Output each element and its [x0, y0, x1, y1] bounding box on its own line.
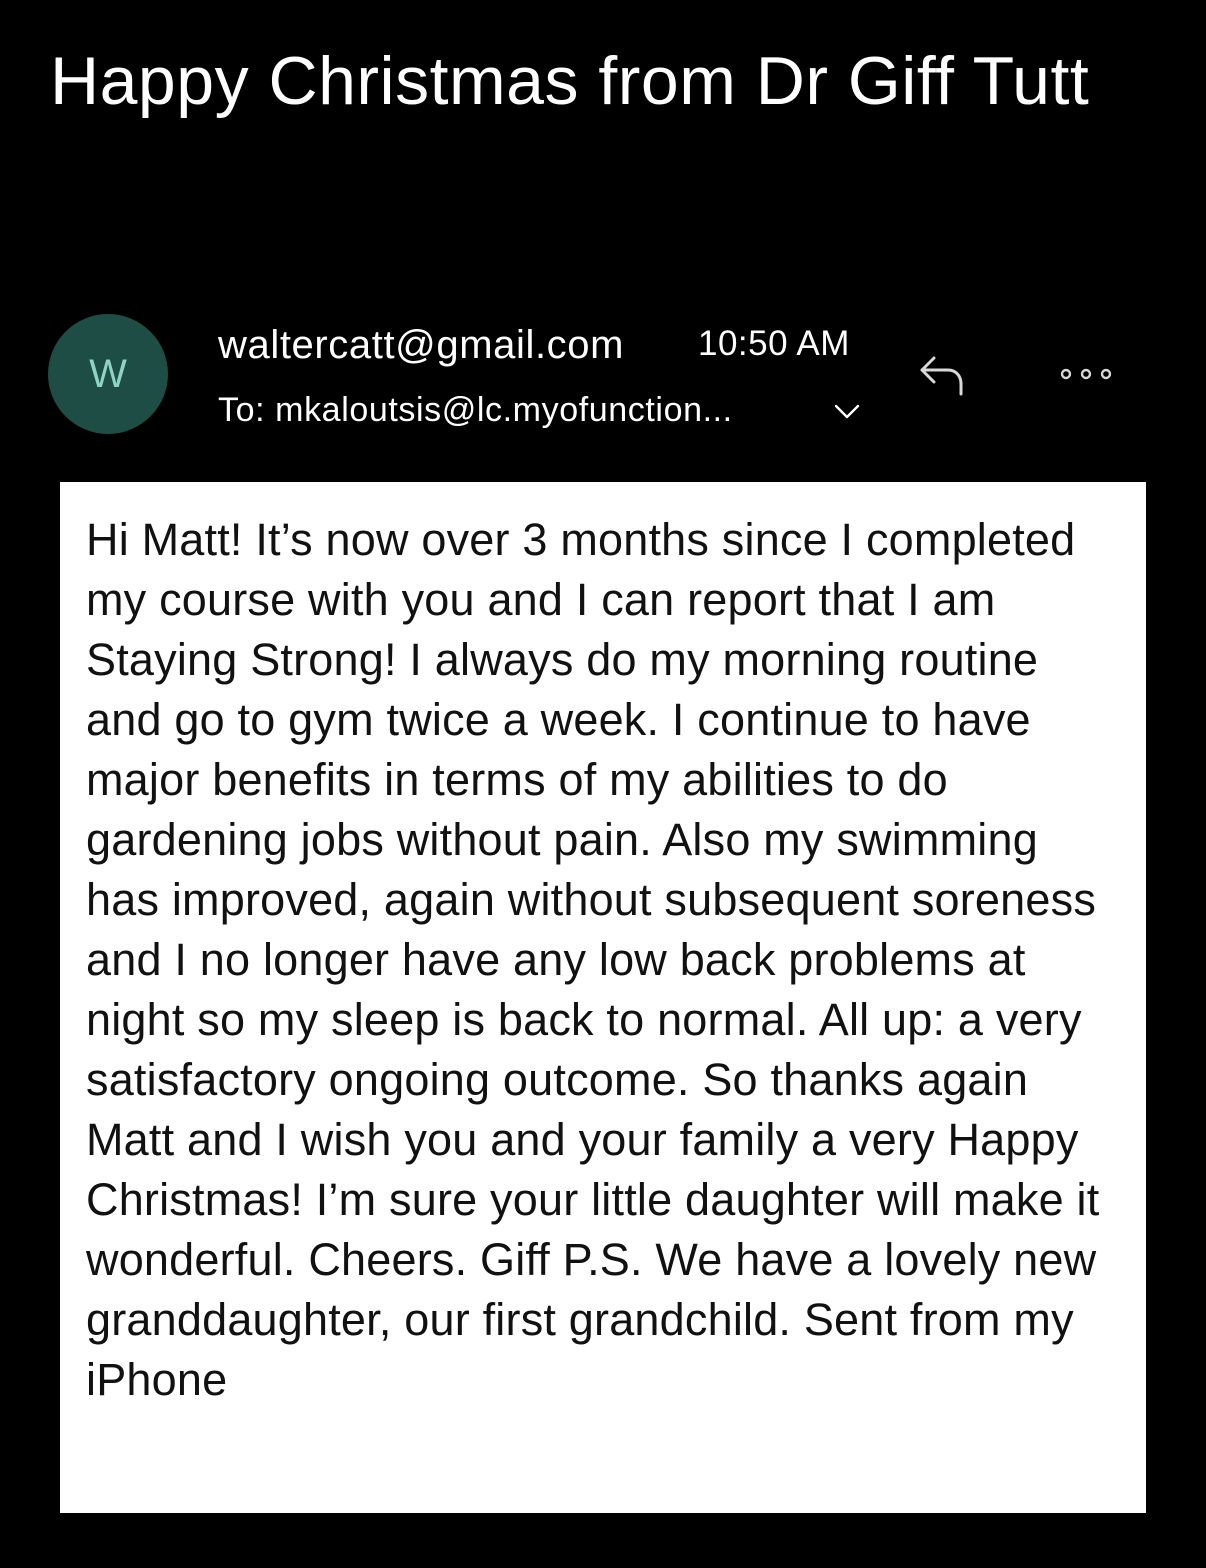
recipient-line[interactable]: [218, 390, 733, 430]
sender-address[interactable]: waltercatt@gmail.com: [218, 323, 625, 367]
email-body-card: [60, 482, 1146, 1513]
email-subject: Happy Christmas from Dr Giff Tutt: [50, 43, 1090, 119]
more-icon[interactable]: [1054, 360, 1118, 388]
to-label: To:: [218, 391, 266, 429]
email-body-text: Hi Matt! It’s now over 3 months since I completed my course with you and I can report that I am Staying Strong! I always do my morning routine and go to gym twice a week. I continue to have major benefits in terms of my abilities to do gardening jobs without pain. Also my swimming has improved, again without subsequent soreness and I no longer have any low back problems at night so my sleep is back to normal. All up: a very satisfactory ongoing outcome. So thanks again Matt and I wish you and your family a very Happy Christmas! I’m sure your little daughter will make it wonderful. Cheers. Giff P.S. We have a lovely new granddaughter, our first grandchild. Sent from my iPhone: [86, 514, 1100, 1405]
recipient-address: mkaloutsis@lc.myofunction...: [275, 391, 733, 429]
sender-avatar[interactable]: [48, 314, 168, 434]
reply-icon[interactable]: [914, 346, 970, 402]
chevron-down-icon[interactable]: [832, 398, 862, 424]
avatar-initial: W: [89, 352, 127, 396]
sent-time: 10:50 AM: [698, 324, 850, 363]
